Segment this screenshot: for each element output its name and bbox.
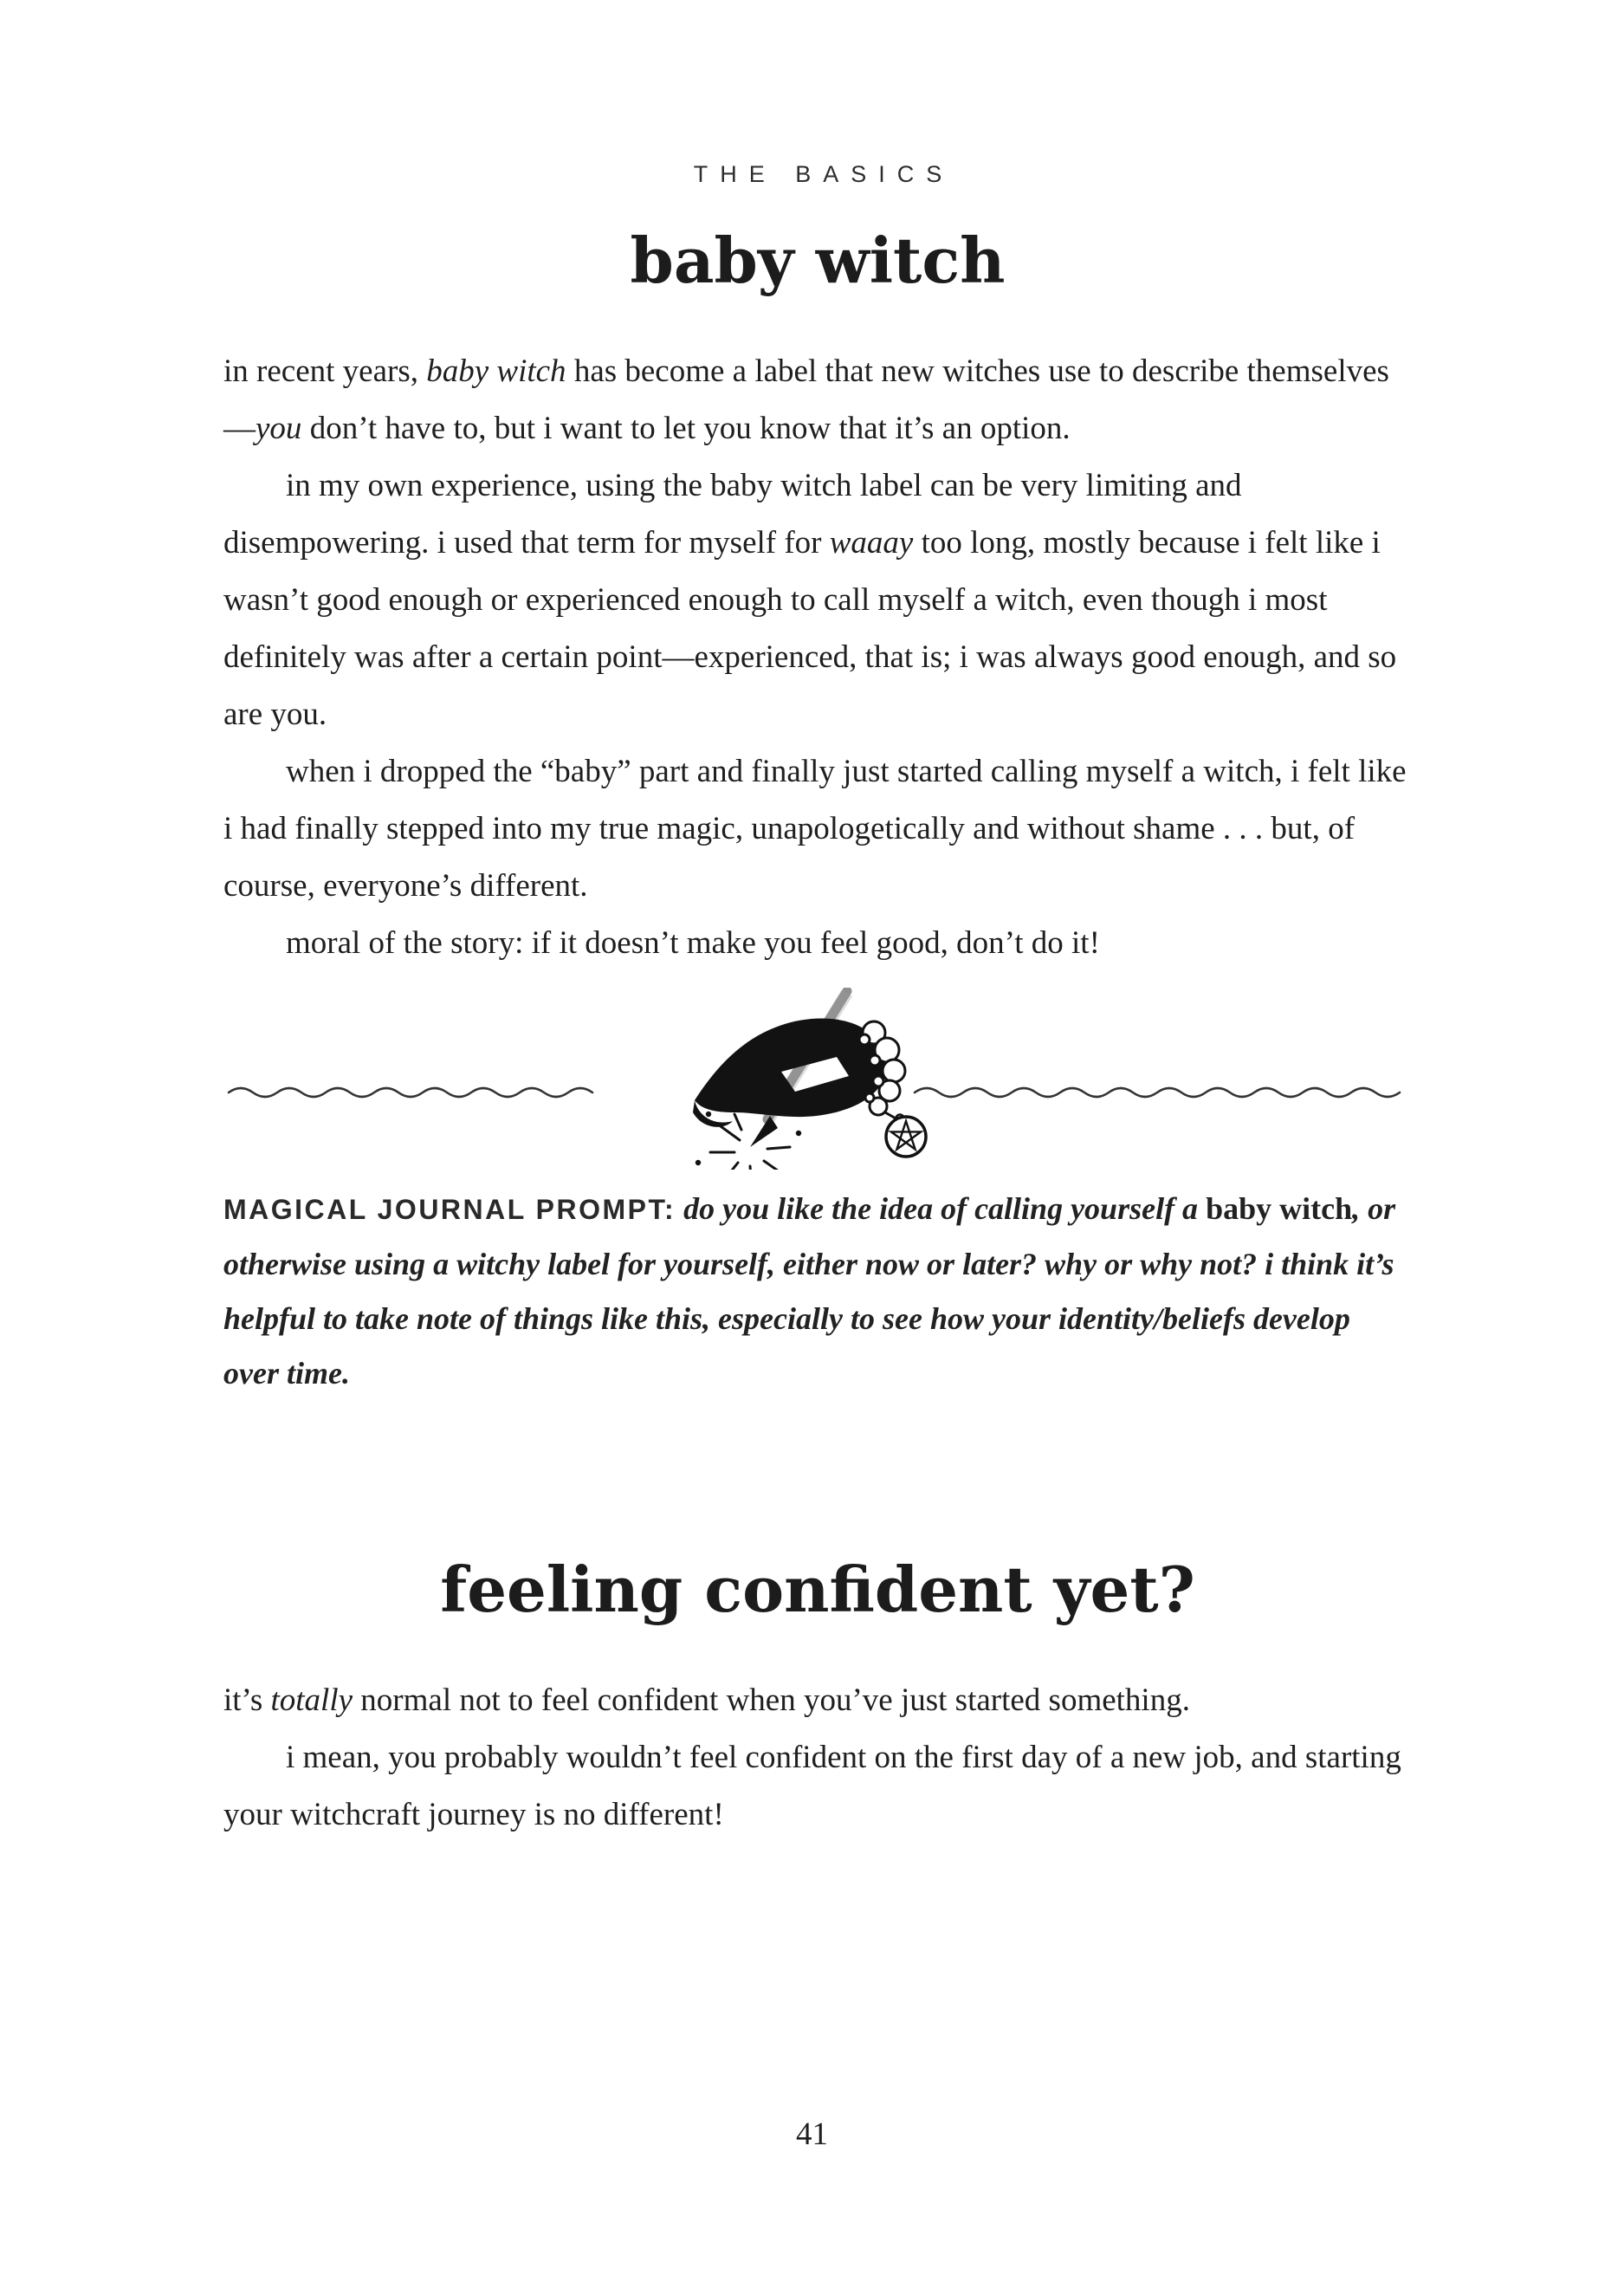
text-run: normal not to feel confident when you’ve just started something. bbox=[353, 1682, 1190, 1719]
text-run-upright: baby witch bbox=[1206, 1191, 1353, 1227]
text-run-italic: do you like the idea of calling yourself a bbox=[676, 1191, 1207, 1227]
paragraph-6: i mean, you probably wouldn’t feel confident on the first day of a new job, and starting your witchcraft journey is no different! bbox=[223, 1740, 1401, 1833]
pentagram-charm-icon bbox=[885, 1112, 926, 1157]
sparkle-icon bbox=[696, 1112, 801, 1170]
text-run: it’s bbox=[223, 1682, 271, 1719]
text-run: too long, mostly because i felt like i wasn’t good enough or experienced enough to call myself a witch, even though i most definitely was after a certain point—experienced, that is; i was always good enough, and so are you. bbox=[223, 525, 1397, 733]
hand-wand-illustration bbox=[223, 988, 1412, 1170]
text-run: has become a label that new witches use to describe themselves— bbox=[223, 353, 1389, 447]
section2-body bbox=[223, 1672, 1412, 1844]
paragraph-1 bbox=[223, 343, 1412, 457]
text-run-italic: totally bbox=[270, 1682, 353, 1719]
text-run-italic: you bbox=[256, 411, 302, 447]
page-content bbox=[223, 0, 1412, 1844]
paragraph-2 bbox=[223, 457, 1412, 743]
section-title-baby-witch: baby witch bbox=[630, 224, 1006, 297]
paragraph-5 bbox=[223, 1672, 1412, 1729]
section-title-feeling-confident: feeling confident yet? bbox=[440, 1553, 1195, 1627]
paragraph-3: when i dropped the “baby” part and finally just started calling myself a witch, i felt like i had finally stepped into my true magic, unapologetically and without shame . . . but, of course, everyone’s different. bbox=[223, 754, 1407, 904]
section1-body bbox=[223, 343, 1412, 972]
hand-holding-wand-icon bbox=[693, 989, 926, 1170]
text-run: don’t have to, but i want to let you know that it’s an option. bbox=[301, 411, 1071, 447]
prompt-label: MAGICAL JOURNAL PROMPT: bbox=[223, 1194, 676, 1226]
text-run: in recent years, bbox=[223, 353, 427, 390]
wavy-rule-left bbox=[229, 1088, 592, 1097]
running-head: THE BASICS bbox=[693, 161, 954, 187]
text-run-italic: waaay bbox=[829, 525, 914, 561]
text-run-italic: baby witch bbox=[426, 353, 566, 390]
paragraph-4: moral of the story: if it doesn’t make you feel good, don’t do it! bbox=[286, 925, 1100, 962]
wavy-rule-right bbox=[915, 1088, 1400, 1097]
text-run-italic: , or otherwise using a witchy label for yourself, either now or later? why or why not? i think it’s helpful to take note of things like this, especially to see how your identity/beliefs develop over time. bbox=[223, 1191, 1396, 1391]
page-number: 41 bbox=[796, 2117, 828, 2152]
text-run: in my own experience, using the baby witch label can be very limiting and disempowering. i used that term for myself for bbox=[223, 468, 1242, 561]
magical-journal-prompt bbox=[223, 1182, 1412, 1401]
